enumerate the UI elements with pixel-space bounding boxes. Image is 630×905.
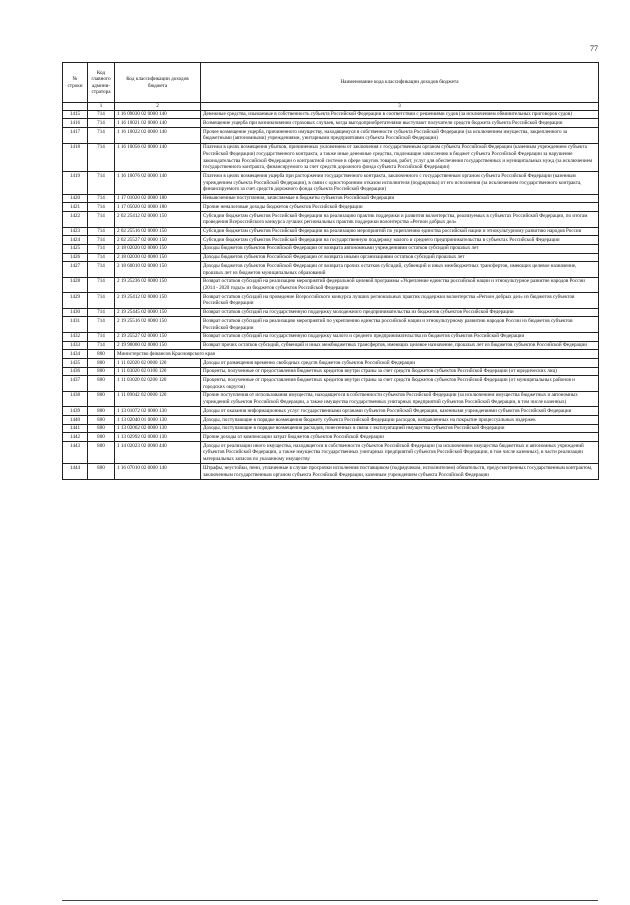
classification-code-cell: 2 02 25516 02 0000 150 bbox=[115, 227, 201, 236]
page-bottom-rule bbox=[62, 900, 598, 901]
row-number-cell: 1432 bbox=[63, 332, 88, 341]
classification-name-cell: Денежные средства, изымаемые в собственность субъекта Российской Федерации в соответствии с решениями судов (за исключением обвинительных приговоров судов) bbox=[201, 110, 599, 119]
column-number-cell: 1 bbox=[88, 103, 115, 111]
classification-code-cell: 2 19 90000 02 0000 150 bbox=[115, 341, 201, 350]
admin-code-cell: 800 bbox=[88, 376, 115, 391]
admin-code-cell: 714 bbox=[88, 277, 115, 292]
admin-code-cell: 800 bbox=[88, 433, 115, 442]
row-number-cell: 1427 bbox=[63, 262, 88, 277]
classification-name-cell: Субсидии бюджетам субъектов Российской Федерации на государственную поддержку малого и среднего предпринимательства в субъектах Российской Федерации bbox=[201, 236, 599, 245]
row-number-cell: 1425 bbox=[63, 244, 88, 253]
row-number-cell: 1420 bbox=[63, 194, 88, 203]
admin-code-cell: 800 bbox=[88, 350, 115, 359]
classification-code-cell: 1 13 02992 02 0000 130 bbox=[115, 433, 201, 442]
admin-code-cell: 714 bbox=[88, 227, 115, 236]
column-number-cell: 3 bbox=[201, 103, 599, 111]
table-row bbox=[63, 194, 599, 203]
row-number-cell: 1442 bbox=[63, 433, 88, 442]
table-row bbox=[63, 433, 599, 442]
table-row bbox=[63, 277, 599, 292]
classification-code-cell: 1 13 01072 02 0000 130 bbox=[115, 407, 201, 416]
row-number-cell: 1436 bbox=[63, 367, 88, 376]
row-number-cell: 1433 bbox=[63, 341, 88, 350]
table-row bbox=[63, 172, 599, 194]
admin-code-cell: 800 bbox=[88, 359, 115, 368]
admin-code-cell: 714 bbox=[88, 212, 115, 227]
classification-name-cell: Доходы, поступающие в порядке возмещения бюджету субъекта Российской Федерации расходов, направленных на покрытие процессуальных издержек bbox=[201, 416, 599, 425]
admin-code-cell: 800 bbox=[88, 416, 115, 425]
row-number-cell: 1426 bbox=[63, 253, 88, 262]
classification-name-cell: Доходы от реализации иного имущества, находящегося в собственности субъектов Российской Федерации (за исключением имущества бюджетных и автономных учреждений субъектов Российской Федерации, а также имущества государственных унитарных предприятий субъектов Российской Федерации, в том числе казенных), в части реализации материальных запасов по указанному имуществу bbox=[201, 442, 599, 464]
table-row bbox=[63, 376, 599, 391]
classification-name-cell: Прочие поступления от использования имущества, находящегося в собственности субъектов Российской Федерации (за исключением имущества бюджетных и автономных учреждений субъектов Российской Федерации, а также имущества государственных унитарных предприятий субъектов Российской Федерации, в том числе казенных) bbox=[201, 391, 599, 406]
admin-code-cell: 714 bbox=[88, 293, 115, 308]
header-admin-code: Код главного админи-стратора bbox=[88, 63, 115, 103]
admin-code-cell: 714 bbox=[88, 143, 115, 172]
row-number-cell: 1429 bbox=[63, 293, 88, 308]
admin-code-cell: 714 bbox=[88, 203, 115, 212]
classification-code-cell: 1 17 01020 02 0000 180 bbox=[115, 194, 201, 203]
table-row bbox=[63, 128, 599, 143]
classification-name-cell: Платежи в целях возмещения ущерба при расторжении государственного контракта, заключенного с государственным органом субъекта Российской Федерации (казенным учреждением субъекта Российской Федерации), в связи с односторонним отказом исполнителя (подрядчика) от его исполнения (за исключением государственного контракта, финансируемого за счет средств дорожного фонда субъекта Российской Федерации) bbox=[201, 172, 599, 194]
row-number-cell: 1428 bbox=[63, 277, 88, 292]
page-number: 77 bbox=[590, 44, 598, 53]
table-row bbox=[63, 464, 599, 479]
classification-name-cell: Платежи в целях возмещения убытков, причиненных уклонением от заключения с государственным органом субъекта Российской Федерации (казенным учреждением субъекта Российской Федерации) государственного контракта, а также иные денежные средства, подлежащие зачислению в бюджет субъекта Российской Федерации за нарушение законодательства Российской Федерации о контрактной системе в сфере закупок товаров, работ, услуг для обеспечения государственных и муниципальных нужд (за исключением государственного контракта, финансируемого за счет средств дорожного фонда субъекта Российской Федерации) bbox=[201, 143, 599, 172]
classification-name-cell: Доходы, поступающие в порядке возмещения расходов, понесенных в связи с эксплуатацией имущества субъектов Российской Федерации bbox=[201, 424, 599, 433]
classification-code-cell: 1 16 10056 02 0000 140 bbox=[115, 143, 201, 172]
classification-code-cell: 1 13 02040 01 0000 130 bbox=[115, 416, 201, 425]
row-number-cell: 1438 bbox=[63, 391, 88, 406]
classification-code-cell: 2 02 25527 02 0000 150 bbox=[115, 236, 201, 245]
table-row bbox=[63, 367, 599, 376]
row-number-cell: 1416 bbox=[63, 119, 88, 128]
classification-name-cell: Доходы от оказания информационных услуг государственными органами субъектов Российской Федерации, казенными учреждениями субъектов Российской Федерации bbox=[201, 407, 599, 416]
admin-code-cell: 714 bbox=[88, 308, 115, 317]
row-number-cell: 1421 bbox=[63, 203, 88, 212]
admin-code-cell: 714 bbox=[88, 253, 115, 262]
row-number-cell: 1434 bbox=[63, 350, 88, 359]
row-number-cell: 1423 bbox=[63, 227, 88, 236]
classification-name-cell: Доходы бюджетов субъектов Российской Федерации от возврата иными организациями остатков субсидий прошлых лет bbox=[201, 253, 599, 262]
classification-name-cell: Прочие доходы от компенсации затрат бюджетов субъектов Российской Федерации bbox=[201, 433, 599, 442]
classification-code-cell: 1 14 02023 02 0000 440 bbox=[115, 442, 201, 464]
classification-code-cell: 2 18 02020 02 0000 150 bbox=[115, 244, 201, 253]
table-row bbox=[63, 253, 599, 262]
row-number-cell: 1430 bbox=[63, 308, 88, 317]
admin-code-cell: 800 bbox=[88, 391, 115, 406]
classification-name-cell: Доходы бюджетов субъектов Российской Федерации от возврата прочих остатков субсидий, субвенций и иных межбюджетных трансфертов, имеющих целевое назначение, прошлых лет из бюджетов муниципальных образований bbox=[201, 262, 599, 277]
classification-name-cell: Прочие неналоговые доходы бюджетов субъектов Российской Федерации bbox=[201, 203, 599, 212]
classification-code-cell: 2 19 25527 02 0000 150 bbox=[115, 332, 201, 341]
classification-name-cell: Штрафы, неустойки, пени, уплаченные в случае просрочки исполнения поставщиком (подрядчиком, исполнителем) обязательств, предусмотренных государственным контрактом, заключенным государственным органом субъекта Российской Федерации, казенным учреждением субъекта Российской Федерации bbox=[201, 464, 599, 479]
classification-code-cell: 2 19 25445 02 0000 150 bbox=[115, 308, 201, 317]
table-row bbox=[63, 119, 599, 128]
revenue-classification-table bbox=[62, 62, 599, 480]
classification-code-cell: 1 16 07010 02 0000 140 bbox=[115, 464, 201, 479]
admin-code-cell: 714 bbox=[88, 194, 115, 203]
table-row bbox=[63, 424, 599, 433]
classification-name-cell: Проценты, полученные от предоставления бюджетных кредитов внутри страны за счет средств бюджетов субъектов Российской Федерации (от юридических лиц) bbox=[201, 367, 599, 376]
classification-name-cell: Доходы от размещения временно свободных средств бюджетов субъектов Российской Федерации bbox=[201, 359, 599, 368]
admin-code-cell: 714 bbox=[88, 128, 115, 143]
row-number-cell: 1441 bbox=[63, 424, 88, 433]
classification-name-cell: Возврат остатков субсидий на государственную поддержку малого и среднего предпринимательства из бюджетов субъектов Российской Федерации bbox=[201, 332, 599, 341]
admin-code-cell: 714 bbox=[88, 119, 115, 128]
classification-code-cell: 1 13 02062 02 0000 130 bbox=[115, 424, 201, 433]
classification-code-cell: 1 16 10021 02 0000 140 bbox=[115, 119, 201, 128]
admin-code-cell: 714 bbox=[88, 110, 115, 119]
table-row bbox=[63, 293, 599, 308]
classification-code-cell: 2 18 02030 02 0000 150 bbox=[115, 253, 201, 262]
table-row bbox=[63, 203, 599, 212]
row-number-cell: 1418 bbox=[63, 143, 88, 172]
table-row bbox=[63, 317, 599, 332]
classification-name-cell: Доходы бюджетов субъектов Российской Федерации от возврата автономными учреждениями остатков субсидий прошлых лет bbox=[201, 244, 599, 253]
column-number-row bbox=[63, 103, 599, 111]
table-row bbox=[63, 350, 599, 359]
header-classification-name: Наименование кода классификации доходов бюджета bbox=[201, 63, 599, 103]
table-row bbox=[63, 110, 599, 119]
table-row bbox=[63, 244, 599, 253]
classification-name-cell: Возврат остатков субсидий на реализацию мероприятий по укреплению единства российской нации и этнокультурному развитию народов России из бюджетов субъектов Российской Федерации bbox=[201, 317, 599, 332]
admin-code-cell: 714 bbox=[88, 332, 115, 341]
table-row bbox=[63, 341, 599, 350]
table-row bbox=[63, 407, 599, 416]
row-number-cell: 1424 bbox=[63, 236, 88, 245]
admin-code-cell: 714 bbox=[88, 262, 115, 277]
admin-code-cell: 800 bbox=[88, 464, 115, 479]
classification-code-cell: 1 11 03020 02 0200 120 bbox=[115, 376, 201, 391]
row-number-cell: 1417 bbox=[63, 128, 88, 143]
row-number-cell: 1443 bbox=[63, 442, 88, 464]
row-number-cell: 1415 bbox=[63, 110, 88, 119]
admin-code-cell: 800 bbox=[88, 367, 115, 376]
table-row bbox=[63, 212, 599, 227]
classification-code-cell: 1 16 10022 02 0000 140 bbox=[115, 128, 201, 143]
admin-code-cell: 714 bbox=[88, 317, 115, 332]
table-row bbox=[63, 359, 599, 368]
classification-name-cell: Субсидии бюджетам субъектов Российской Федерации на реализацию мероприятий по укреплению единства российской нации и этнокультурному развитию народов России bbox=[201, 227, 599, 236]
admin-code-cell: 800 bbox=[88, 442, 115, 464]
admin-code-cell: 714 bbox=[88, 236, 115, 245]
column-number-cell bbox=[63, 103, 88, 111]
table-row bbox=[63, 262, 599, 277]
classification-name-cell: Возврат прочих остатков субсидий, субвенций и иных межбюджетных трансфертов, имеющих целевое назначение, прошлых лет из бюджетов субъектов Российской Федерации bbox=[201, 341, 599, 350]
classification-name-cell: Возмещение ущерба при возникновении страховых случаев, когда выгодоприобретателями выступают получатели средств бюджета субъекта Российской Федерации bbox=[201, 119, 599, 128]
admin-code-cell: 800 bbox=[88, 424, 115, 433]
classification-code-cell: 1 16 09030 02 0000 140 bbox=[115, 110, 201, 119]
table-row bbox=[63, 308, 599, 317]
row-number-cell: 1435 bbox=[63, 359, 88, 368]
admin-code-cell: 800 bbox=[88, 407, 115, 416]
classification-name-cell: Прочее возмещение ущерба, причиненного имуществу, находящемуся в собственности субъекта Российской Федерации (за исключением имущества, закрепленного за бюджетными (автономными) учреждениями, унитарными предприятиями субъекта Российской Федерации) bbox=[201, 128, 599, 143]
table-row bbox=[63, 416, 599, 425]
classification-name-cell: Возврат остатков субсидий на государственную поддержку молодежного предпринимательства из бюджетов субъектов Российской Федерации bbox=[201, 308, 599, 317]
table-row bbox=[63, 143, 599, 172]
column-number-cell: 2 bbox=[115, 103, 201, 111]
classification-code-cell: 2 18 60010 02 0000 150 bbox=[115, 262, 201, 277]
admin-code-cell: 714 bbox=[88, 341, 115, 350]
classification-code-cell: 2 19 25412 02 0000 150 bbox=[115, 293, 201, 308]
table-header-row bbox=[63, 63, 599, 103]
classification-code-cell: 1 11 09042 02 0000 120 bbox=[115, 391, 201, 406]
classification-code-cell: 1 16 10076 02 0000 140 bbox=[115, 172, 201, 194]
row-number-cell: 1437 bbox=[63, 376, 88, 391]
row-number-cell: 1444 bbox=[63, 464, 88, 479]
header-row-number: № строки bbox=[63, 63, 88, 103]
classification-code-cell: 1 11 03020 02 0100 120 bbox=[115, 367, 201, 376]
admin-code-cell: 714 bbox=[88, 244, 115, 253]
table-row bbox=[63, 442, 599, 464]
admin-code-cell: 714 bbox=[88, 172, 115, 194]
row-number-cell: 1419 bbox=[63, 172, 88, 194]
classification-name-cell: Проценты, полученные от предоставления бюджетных кредитов внутри страны за счет средств бюджетов субъектов Российской Федерации (от муниципальных районов и городских округов) bbox=[201, 376, 599, 391]
classification-name-cell: Возврат остатков субсидий на проведение Всероссийского конкурса лучших региональных практик поддержки волонтерства «Регион добрых дел» из бюджетов субъектов Российской Федерации bbox=[201, 293, 599, 308]
classification-name-cell: Субсидии бюджетам субъектов Российской Федерации на реализацию практик поддержки и развития волонтерства, реализуемых в субъектах Российской Федерации, по итогам проведения Всероссийского конкурса лучших региональных практик поддержки волонтерства «Регион добрых дел» bbox=[201, 212, 599, 227]
classification-code-cell: 2 19 25236 02 0000 150 bbox=[115, 277, 201, 292]
table-row bbox=[63, 236, 599, 245]
table-row bbox=[63, 332, 599, 341]
classification-code-cell: 1 17 05020 02 0000 180 bbox=[115, 203, 201, 212]
table-row bbox=[63, 227, 599, 236]
table-body bbox=[63, 110, 599, 479]
row-number-cell: 1422 bbox=[63, 212, 88, 227]
row-number-cell: 1440 bbox=[63, 416, 88, 425]
classification-name-cell: Возврат остатков субсидий на реализацию мероприятий федеральной целевой программы «Укрепление единства российской нации и этнокультурное развитие народов России (2014 - 2020 годы)» из бюджетов субъектов Российской Федерации bbox=[201, 277, 599, 292]
table-row bbox=[63, 391, 599, 406]
classification-name-cell: Невыясненные поступления, зачисляемые в бюджеты субъектов Российской Федерации bbox=[201, 194, 599, 203]
row-number-cell: 1439 bbox=[63, 407, 88, 416]
row-number-cell: 1431 bbox=[63, 317, 88, 332]
classification-code-cell: 2 19 25516 02 0000 150 bbox=[115, 317, 201, 332]
header-classification-code: Код классификации доходов бюджета bbox=[115, 63, 201, 103]
admin-name-cell: Министерство финансов Красноярского края bbox=[115, 350, 599, 359]
classification-code-cell: 1 11 02020 02 0000 120 bbox=[115, 359, 201, 368]
classification-code-cell: 2 02 25412 02 0000 150 bbox=[115, 212, 201, 227]
